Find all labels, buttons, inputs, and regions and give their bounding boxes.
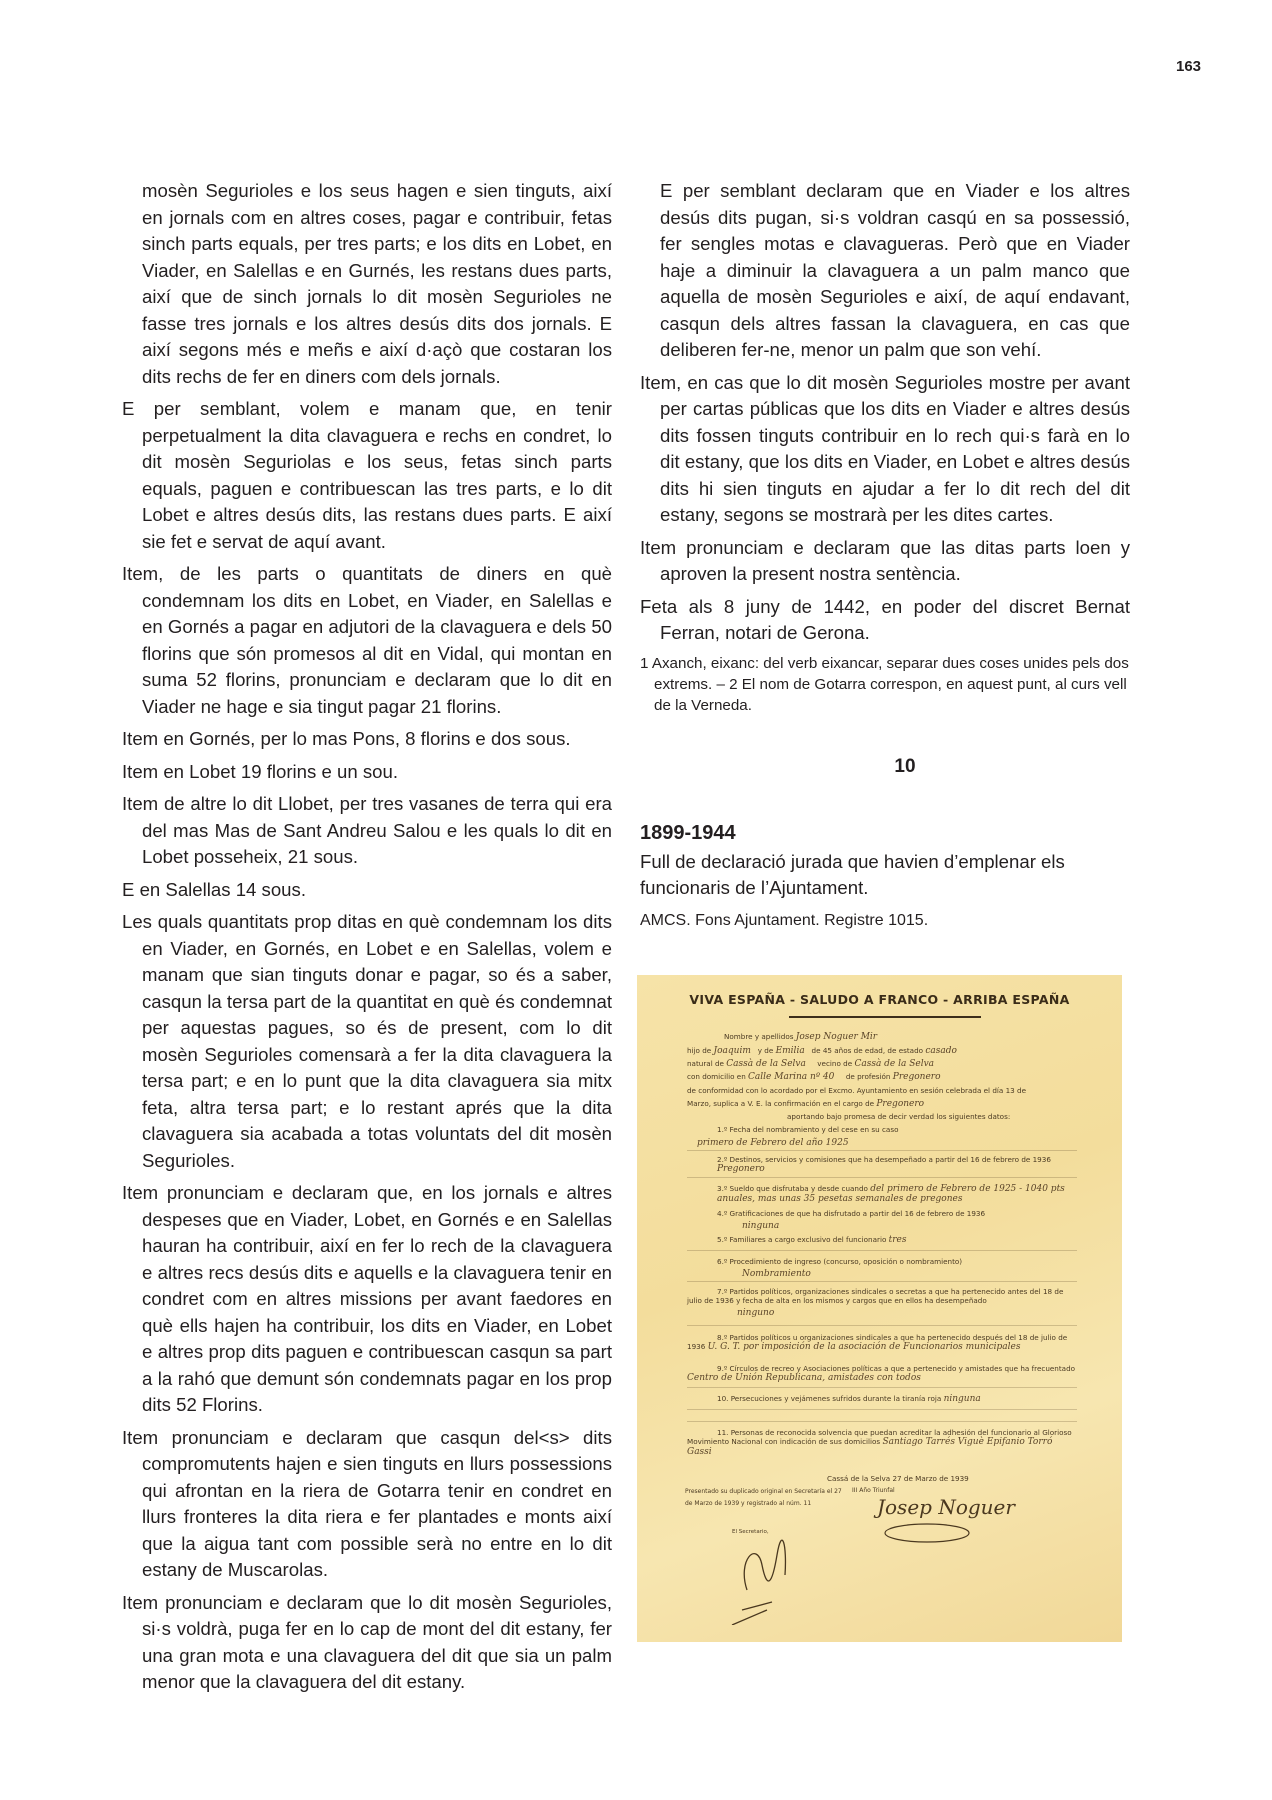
form-rule: [687, 1387, 1077, 1388]
form-rule: [687, 1421, 1077, 1422]
archive-item: 8.º Partidos políticos u organizaciones sindicales a que ha pertenecido después del 18 de julio de 1936 U. G. T. por imposición de la asociación de Funcionarios municipales: [687, 1333, 1068, 1352]
paragraph: Item pronunciam e declaram que, en los jornals e altres despeses que en Viader, Lobet, en Gornés e en Salellas hauran ha contribuir, així en fer lo rech de la clavaguera e altres recs desús dits e aquells e la clavaguera tenir en condret com en altres missions per avant faedores en què ells hajen ha contribuir, los dits en Viader, en Lobet e altres prop dits paguen e contribuescan casqun sa part a la rahó que demunt són condemnats pagar en los prop dits 52 Florins.: [122, 1182, 612, 1415]
archive-item: 1.º Fecha del nombramiento y del cese en su caso: [717, 1125, 899, 1134]
archive-item-answer: primero de Febrero del año 1925: [697, 1138, 849, 1148]
presentation-note: Presentado su duplicado original en Secretaría el 27 de Marzo de 1939 y registrado al núm. 11: [685, 1488, 842, 1507]
archive-item: 11. Personas de reconocida solvencia que puedan acreditar la adhesión del funcionario al Glorioso Movimiento Nacional con indicación de sus domicilios Santiago Tarrés Viguè Epifanio Torró Gassi: [687, 1428, 1072, 1457]
secretary-label: El Secretario,: [732, 1529, 769, 1535]
paragraph: Feta als 8 juny de 1442, en poder del discret Bernat Ferran, notari de Gerona.: [640, 595, 1130, 643]
paragraph: Item pronunciam e declaram que lo dit mosèn Segurioles, si·s voldrà, puga fer en lo cap de mont del dit estany, fer una gran mota e una clavaguera del dit que sia un palm menor que la clavaguera del dit estany.: [122, 1591, 612, 1692]
paragraph: E en Salellas 14 sous.: [122, 878, 306, 900]
signature-flourish: [877, 1515, 1007, 1555]
paragraph: Item pronunciam e declaram que casqun del<s> dits compromutents hajen e sien tinguts en llurs possessions qui afrontan en la riera de Gotarra tenir en condret en llurs fronteres la dita riera e fer plantades e monts així que la aigua tant com possible serà no entre en lo dit estany de Muscarolas.: [122, 1426, 612, 1580]
footnote: 1 Axanch, eixanc: del verb eixancar, separar dues coses unides pels dos extrems. – 2 El nom de Gotarra correspon, en aquest punt, al curs vell de la Verneda.: [640, 654, 1129, 714]
paragraph: E per semblant declaram que en Viader e los altres desús dits pugan, si·s voldran casqú en sa possessió, fer sengles motas e clavagueras. Però que en Viader haje a diminuir la clavaguera a un palm manco que aquella de mosèn Segurioles e així, de aquí endavant, casqun dels altres fassan la clavaguera, en cas que deliberen fer-ne, menor un palm que son vehí.: [660, 180, 1130, 360]
paragraph: mosèn Segurioles e los seus hagen e sien tinguts, així en jornals com en altres coses, pagar e contribuir, fetas sinch parts equals, per tres parts; e los dits en Lobet, en Viader, en Salellas e en Gurnés, les restans dues parts, així que de sinch jornals lo dit mosèn Segurioles ne fasse tres jornals e los altres desús dits dos jornals. E així segons més e meñs e així d·açò que costaran los dits rechs de fer en diners com dels jornals.: [142, 180, 612, 387]
place-date: Cassá de la Selva 27 de Marzo de 1939: [827, 1474, 969, 1483]
document-number: 10: [894, 755, 916, 777]
archive-field: natural de Cassà de la Selva vecino de Cassà de la Selva: [687, 1059, 935, 1069]
paragraph: Item pronunciam e declaram que las ditas parts loen y aproven la present nostra sentència.: [640, 536, 1130, 584]
archive-item: 7.º Partidos políticos, organizaciones sindicales o secretas a que ha pertenecido antes del 18 de julio de 1936 y fecha de alta en los mismos y cargos que en ellos ha desempeñado: [687, 1287, 1064, 1305]
archive-item-answer: Nombramiento: [742, 1269, 811, 1279]
archive-item-answer: ninguno: [737, 1308, 775, 1318]
form-rule: [687, 1177, 1077, 1178]
form-rule: [687, 1150, 1077, 1151]
right-column: [640, 178, 1130, 934]
secretary-signature-scribble: [727, 1530, 807, 1625]
archive-item: 5.º Familiares a cargo exclusivo del funcionario tres: [717, 1235, 907, 1245]
header-rule: [789, 1016, 981, 1018]
archive-item: 4.º Gratificaciones de que ha disfrutado a partir del 16 de febrero de 1936: [717, 1209, 986, 1218]
archive-field: aportando bajo promesa de decir verdad los siguientes datos:: [787, 1112, 1011, 1121]
form-rule: [687, 1409, 1077, 1410]
archive-item-answer: ninguna: [742, 1221, 780, 1231]
archive-field: Marzo, suplica a V. E. la confirmación en el cargo de Pregonero: [687, 1099, 925, 1109]
paragraph: Item, en cas que lo dit mosèn Segurioles mostre per avant per cartas públicas que los dits en Viader e altres desús dits fossen tinguts contribuir en lo rech qui·s farà en lo dit estany, que los dits en Viader, en Lobet e altres desús dits hi sien tinguts en ajudar a fer lo dit rech del dit estany, segons se mostrarà per les dites cartes.: [640, 371, 1130, 525]
archive-field: con domicilio en Calle Marina nº 40 de profesión Pregonero: [687, 1072, 941, 1082]
left-column: [122, 178, 612, 1702]
paragraph: Item, de les parts o quantitats de diners en què condemnam los dits en Lobet, en Viader, en Salellas e en Gornés a pagar en adjutori de la clavaguera e dels 50 florins que són promesos al dit en Vidal, qui montan en suma 52 florins, pronunciam e declaram que lo dit en Viader ne hage e sia tingut pagar 21 florins.: [122, 563, 612, 717]
archive-item: 6.º Procedimiento de ingreso (concurso, oposición o nombramiento): [717, 1257, 963, 1266]
form-rule: [687, 1250, 1077, 1251]
archive-item: 10. Persecuciones y vejámenes sufridos durante la tiranía roja ninguna: [717, 1394, 981, 1404]
document-date-range: 1899-1944: [640, 822, 736, 844]
document-description: Full de declaració jurada que havien d’emplenar els funcionaris de l’Ajuntament.: [640, 850, 1065, 898]
archive-field: de conformidad con lo acordado por el Excmo. Ayuntamiento en sesión celebrada el día 13 de: [687, 1086, 1027, 1095]
archive-header: VIVA ESPAÑA - SALUDO A FRANCO - ARRIBA ESPAÑA: [689, 992, 1070, 1007]
form-rule: [687, 1281, 1077, 1282]
paragraph: Item en Gornés, per lo mas Pons, 8 florins e dos sous.: [122, 728, 571, 749]
paragraph: E per semblant, volem e manam que, en tenir perpetualment la dita clavaguera e rechs en condret, lo dit mosèn Seguriolas e los seus, fetas sinch parts equals, paguen e contribuescan las tres parts, e lo dit Lobet e altres desús dits, las restans dues parts. E així sie fet e servat de aquí avant.: [122, 398, 612, 552]
page-number: 163: [1176, 58, 1202, 75]
archive-item: 3.º Sueldo que disfrutaba y desde cuando del primero de Febrero de 1925 - 1040 pts anuales, mas unas 35 pesetas semanales de pregones: [717, 1184, 1065, 1204]
form-rule: [687, 1325, 1077, 1326]
triunfal-year: III Año Triunfal: [852, 1487, 895, 1494]
paragraph: Item de altre lo dit Llobet, per tres vasanes de terra qui era del mas Mas de Sant Andreu Salou e les quals lo dit en Lobet posseheix, 21 sous.: [122, 793, 612, 867]
archive-item: 2.º Destinos, servicios y comisiones que ha desempeñado a partir del 16 de febrero de 1936 Pregonero: [717, 1155, 1051, 1174]
document-source: AMCS. Fons Ajuntament. Registre 1015.: [640, 911, 929, 929]
archive-item: 9.º Círculos de recreo y Asociaciones políticas a que a pertenecido y amistades que ha frecuentado Centro de Unión Republicana, amistades con todos: [687, 1364, 1076, 1383]
archival-document-image: [637, 975, 1122, 1642]
archive-field: Nombre y apellidos Josep Noguer Mir: [724, 1032, 878, 1042]
paragraph: Item en Lobet 19 florins e un sou.: [122, 760, 398, 782]
archive-field: hijo de Joaquim y de Emilia de 45 años de edad, de estado casado: [687, 1046, 957, 1056]
signature: Josep Noguer: [877, 1495, 1015, 1519]
paragraph: Les quals quantitats prop ditas en què condemnam los dits en Viader, en Gornés, en Lobet e en Salellas, volem e manam que sian tinguts donar e pagar, so és a saber, casqun la tersa part de la quantitat en què és condemnat per aquestas pagues, so és de present, com lo dit mosèn Segurioles comensarà a fer la dita clavaguera la tersa part; e en lo punt que la dita clavaguera sia mitx feta, altra tersa part; e lo restant aprés que la dita clavaguera sia acabada a totas voluntats del dit mosèn Segurioles.: [122, 911, 612, 1171]
